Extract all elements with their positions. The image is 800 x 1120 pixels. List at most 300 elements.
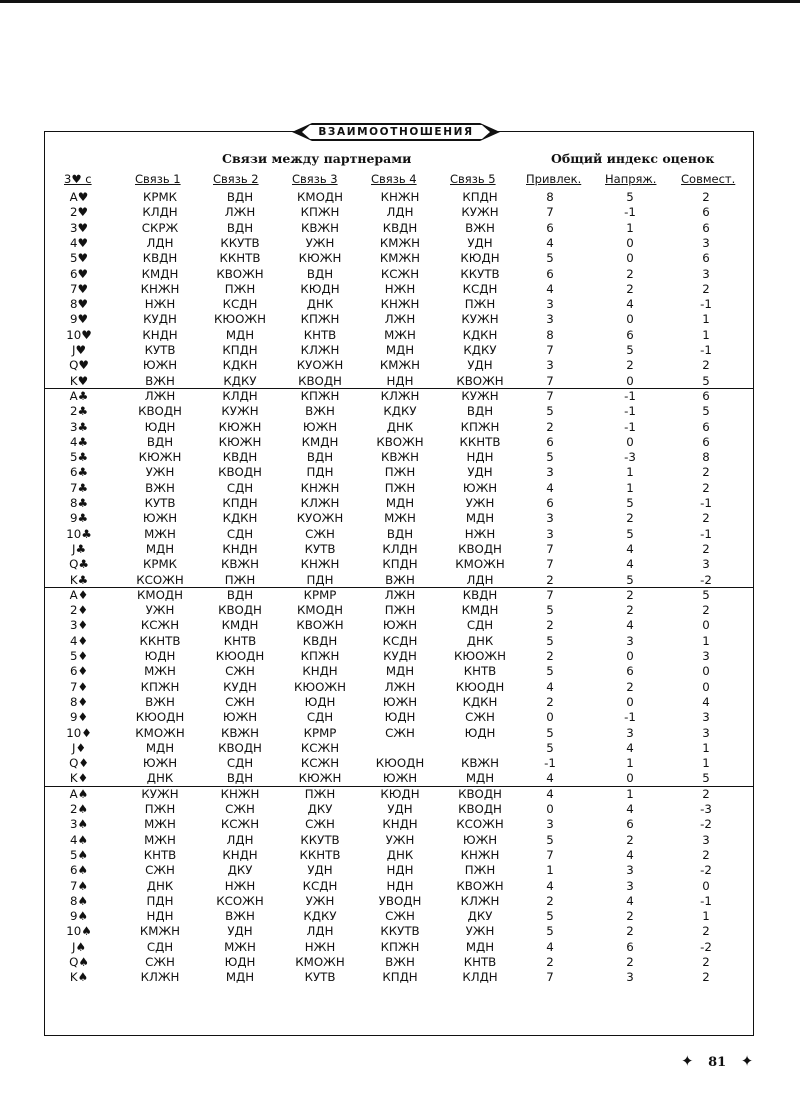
cell-link-1: КЮЖН bbox=[138, 450, 182, 465]
cell-link-4: КМЖН bbox=[379, 251, 421, 266]
cell-card: 2♥ bbox=[69, 205, 89, 220]
cell-attraction: 5 bbox=[546, 725, 554, 740]
cell-link-1: СДН bbox=[146, 939, 174, 954]
cell-compatibility: 0 bbox=[702, 679, 710, 694]
cell-link-5: ЛДН bbox=[466, 572, 494, 587]
cell-compatibility: 2 bbox=[702, 970, 710, 985]
cell-link-1: КЛДН bbox=[142, 205, 178, 220]
cell-attraction: 4 bbox=[546, 939, 554, 954]
cell-link-1: ПДН bbox=[146, 893, 174, 908]
cell-tension: 5 bbox=[626, 572, 634, 587]
cell-link-1: МЖН bbox=[144, 664, 176, 679]
table-row bbox=[44, 695, 754, 710]
cell-link-5: КЮОДН bbox=[455, 679, 505, 694]
cell-attraction: 3 bbox=[546, 297, 554, 312]
cell-link-5: КСОЖН bbox=[456, 817, 504, 832]
cell-link-3: КМОДН bbox=[297, 603, 343, 618]
cell-link-1: ДНК bbox=[146, 771, 174, 786]
cell-link-3: КВЖН bbox=[300, 220, 340, 235]
cell-link-2: ПЖН bbox=[224, 572, 256, 587]
table-row bbox=[44, 618, 754, 633]
cell-link-5: КВОЖН bbox=[456, 373, 504, 388]
cell-compatibility: 3 bbox=[702, 235, 710, 250]
cell-tension: 2 bbox=[626, 511, 634, 526]
cell-attraction: 4 bbox=[546, 786, 554, 801]
cell-link-4: ЮДН bbox=[384, 710, 416, 725]
cell-link-3: КПЖН bbox=[300, 205, 340, 220]
cell-tension: 1 bbox=[626, 480, 634, 495]
cell-tension: 2 bbox=[626, 679, 634, 694]
table-row bbox=[44, 221, 754, 236]
cell-compatibility: 1 bbox=[702, 327, 710, 342]
cell-link-1: ЮЖН bbox=[142, 358, 178, 373]
cell-link-2: КНДН bbox=[222, 847, 258, 862]
cell-link-3: КРМР bbox=[303, 725, 337, 740]
cell-attraction: 0 bbox=[546, 710, 554, 725]
cell-link-2: КУЖН bbox=[221, 404, 259, 419]
cell-card: 5♥ bbox=[69, 251, 89, 266]
cell-link-1: ВЖН bbox=[145, 694, 175, 709]
cell-card: 9♣ bbox=[69, 511, 89, 526]
cell-attraction: 5 bbox=[546, 404, 554, 419]
cell-link-3: КУТВ bbox=[304, 541, 336, 556]
cell-link-4: НДН bbox=[386, 373, 414, 388]
cell-compatibility: -2 bbox=[700, 939, 712, 954]
cell-link-3: ККУТВ bbox=[300, 832, 340, 847]
column-header-compatibility: Совмест. bbox=[681, 172, 736, 186]
cell-link-1: КЛЖН bbox=[140, 970, 180, 985]
column-header-link-5: Связь 5 bbox=[450, 172, 496, 186]
cell-compatibility: -2 bbox=[700, 817, 712, 832]
cell-compatibility: 3 bbox=[702, 557, 710, 572]
cell-link-2: КВЖН bbox=[220, 725, 260, 740]
cell-attraction: 4 bbox=[546, 679, 554, 694]
cell-link-2: ККУТВ bbox=[220, 235, 260, 250]
cell-link-2: КЛДН bbox=[222, 388, 258, 403]
cell-tension: -1 bbox=[624, 710, 636, 725]
cell-attraction: 4 bbox=[546, 878, 554, 893]
cell-attraction: 4 bbox=[546, 480, 554, 495]
cell-link-5: ЮДН bbox=[464, 725, 496, 740]
cell-link-4: ДНК bbox=[386, 419, 414, 434]
cell-compatibility: 3 bbox=[702, 710, 710, 725]
cell-compatibility: 3 bbox=[702, 649, 710, 663]
cell-link-3: ВДН bbox=[306, 450, 334, 465]
cell-link-2: КМДН bbox=[221, 618, 259, 633]
cell-link-4: ВДН bbox=[386, 526, 414, 541]
cell-attraction: 6 bbox=[546, 266, 554, 281]
cell-link-2: НЖН bbox=[224, 878, 256, 893]
cell-link-1: ЮЖН bbox=[142, 756, 178, 771]
cell-tension: 2 bbox=[626, 832, 634, 847]
cell-tension: 2 bbox=[626, 603, 634, 618]
cell-link-3: КСЖН bbox=[300, 740, 340, 755]
cell-link-1: ЮДН bbox=[144, 419, 176, 434]
cell-link-2: КСОЖН bbox=[216, 893, 264, 908]
cell-link-4: КЛДН bbox=[382, 541, 418, 556]
cell-compatibility: 2 bbox=[702, 786, 710, 801]
cell-compatibility: 6 bbox=[702, 419, 710, 434]
cell-attraction: 3 bbox=[546, 817, 554, 832]
cell-link-1: ККНТВ bbox=[139, 633, 181, 648]
cell-link-4: КПЖН bbox=[380, 939, 420, 954]
cell-link-4: УВОДН bbox=[378, 893, 422, 908]
cell-link-2: КНЖН bbox=[220, 786, 260, 801]
cell-link-4: НЖН bbox=[384, 281, 416, 296]
cell-link-2: КЮОДН bbox=[215, 649, 265, 663]
cell-link-1: КВОДН bbox=[138, 404, 182, 419]
cell-link-5: КДКУ bbox=[463, 343, 497, 357]
cell-link-5: СДН bbox=[466, 618, 494, 633]
cell-attraction: 2 bbox=[546, 955, 554, 969]
cell-link-3: КСДН bbox=[302, 878, 338, 893]
cell-tension: 0 bbox=[626, 235, 634, 250]
cell-tension: 0 bbox=[626, 434, 634, 449]
cell-link-1: МЖН bbox=[144, 817, 176, 832]
cell-link-2: СДН bbox=[226, 480, 254, 495]
cell-link-2: КПДН bbox=[222, 343, 258, 357]
cell-link-4: КМЖН bbox=[379, 235, 421, 250]
group-header-links: Связи между партнерами bbox=[222, 151, 412, 166]
cell-link-1: КУТВ bbox=[144, 496, 176, 510]
cell-link-3: КУТВ bbox=[304, 970, 336, 985]
cell-compatibility: 0 bbox=[702, 664, 710, 679]
cell-card: 4♥ bbox=[69, 235, 89, 250]
cell-link-1: ЮДН bbox=[144, 649, 176, 663]
table-row bbox=[44, 649, 754, 664]
cell-tension: 4 bbox=[626, 541, 634, 556]
cell-link-5: КЛЖН bbox=[460, 893, 500, 908]
cell-link-5: КНТВ bbox=[463, 664, 497, 679]
cell-link-4: ЛЖН bbox=[384, 312, 416, 327]
cell-link-2: КДКН bbox=[222, 511, 258, 526]
cell-link-4: КЮОДН bbox=[375, 756, 425, 771]
cell-card: 2♣ bbox=[69, 404, 89, 419]
cell-link-3: УЖН bbox=[305, 893, 335, 908]
cell-link-1: СКРЖ bbox=[141, 220, 179, 235]
cell-link-2: КВОДН bbox=[218, 465, 262, 480]
cell-link-3: ЮЖН bbox=[302, 419, 338, 434]
table-row bbox=[44, 588, 754, 603]
table-row bbox=[44, 726, 754, 741]
cell-link-2: ВЖН bbox=[225, 909, 255, 924]
cell-link-3: КНДН bbox=[302, 664, 338, 679]
cell-link-4: ЛДН bbox=[386, 205, 414, 220]
cell-attraction: 7 bbox=[546, 388, 554, 403]
cell-attraction: 4 bbox=[546, 771, 554, 786]
cell-attraction: 2 bbox=[546, 893, 554, 908]
page-number: 81 bbox=[708, 1055, 727, 1070]
table-row bbox=[44, 664, 754, 679]
table-row bbox=[44, 863, 754, 878]
cell-card: Q♠ bbox=[69, 955, 89, 969]
cell-tension: -1 bbox=[624, 419, 636, 434]
cell-link-4: ЮЖН bbox=[382, 694, 418, 709]
cell-tension: 3 bbox=[626, 970, 634, 985]
section-banner bbox=[290, 121, 502, 143]
cell-compatibility: 5 bbox=[702, 587, 710, 602]
cell-link-2: КДКУ bbox=[223, 373, 257, 388]
column-header-tension: Напряж. bbox=[605, 172, 657, 186]
group-header-index: Общий индекс оценок bbox=[551, 151, 715, 166]
column-header-link-4: Связь 4 bbox=[371, 172, 417, 186]
cell-link-3: УДН bbox=[307, 863, 333, 878]
cell-link-3: КМОЖН bbox=[295, 955, 345, 969]
cell-tension: 2 bbox=[626, 587, 634, 602]
cell-link-3: КЛЖН bbox=[300, 343, 340, 357]
cell-attraction: 5 bbox=[546, 251, 554, 266]
table-row bbox=[44, 450, 754, 465]
cell-attraction: 4 bbox=[546, 281, 554, 296]
cell-link-4: КДКУ bbox=[383, 404, 417, 419]
cell-link-2: СЖН bbox=[225, 694, 255, 709]
cell-compatibility: 1 bbox=[702, 909, 710, 924]
cell-compatibility: 6 bbox=[702, 388, 710, 403]
cell-link-3: КМОДН bbox=[297, 190, 343, 204]
cell-attraction: 4 bbox=[546, 235, 554, 250]
cell-link-1: КСЖН bbox=[140, 618, 180, 633]
cell-tension: 2 bbox=[626, 358, 634, 373]
cell-link-1: СЖН bbox=[145, 863, 175, 878]
table-row bbox=[44, 680, 754, 695]
cell-compatibility: 1 bbox=[702, 633, 710, 648]
cell-card: 3♥ bbox=[69, 220, 89, 235]
cell-link-1: КЮОДН bbox=[135, 710, 185, 725]
cell-link-2: КВДН bbox=[222, 450, 258, 465]
cell-link-2: ВДН bbox=[226, 587, 254, 602]
cell-link-4: ПЖН bbox=[384, 603, 416, 618]
cell-tension: 1 bbox=[626, 786, 634, 801]
cell-link-1: КВДН bbox=[142, 251, 178, 266]
cell-link-2: СЖН bbox=[225, 664, 255, 679]
table-row bbox=[44, 297, 754, 312]
cell-card: 8♦ bbox=[69, 694, 89, 709]
cell-card: A♦ bbox=[69, 587, 89, 602]
cell-attraction: 5 bbox=[546, 603, 554, 618]
cell-link-3: КПЖН bbox=[300, 312, 340, 327]
cell-card: 6♠ bbox=[69, 863, 89, 878]
cell-compatibility: -2 bbox=[700, 572, 712, 587]
cell-card: 8♣ bbox=[69, 496, 89, 510]
cell-attraction: 3 bbox=[546, 511, 554, 526]
cell-link-3: НЖН bbox=[304, 939, 336, 954]
cell-attraction: 7 bbox=[546, 557, 554, 572]
cell-link-5: КНЖН bbox=[460, 847, 500, 862]
cell-link-3: ВДН bbox=[306, 266, 334, 281]
cell-link-5: СЖН bbox=[465, 710, 495, 725]
cell-card: 6♣ bbox=[69, 465, 89, 480]
cell-link-5: ДНК bbox=[466, 633, 494, 648]
cell-link-4: НДН bbox=[386, 878, 414, 893]
cell-link-2: СДН bbox=[226, 756, 254, 771]
cell-tension: 0 bbox=[626, 251, 634, 266]
cell-link-2: ЮЖН bbox=[222, 710, 258, 725]
cell-tension: -1 bbox=[624, 205, 636, 220]
cell-tension: 3 bbox=[626, 633, 634, 648]
cell-tension: 4 bbox=[626, 893, 634, 908]
cell-attraction: 7 bbox=[546, 205, 554, 220]
cell-link-4: КПДН bbox=[382, 557, 418, 572]
cell-link-1: ВЖН bbox=[145, 480, 175, 495]
cell-tension: 0 bbox=[626, 694, 634, 709]
cell-tension: 4 bbox=[626, 618, 634, 633]
cell-card: A♠ bbox=[69, 786, 89, 801]
cell-link-5: КВОДН bbox=[458, 786, 502, 801]
cell-card: 7♦ bbox=[69, 679, 89, 694]
cell-link-2: ВДН bbox=[226, 771, 254, 786]
cell-link-3: ПДН bbox=[306, 465, 334, 480]
cell-link-2: КВЖН bbox=[220, 557, 260, 572]
cell-compatibility: 6 bbox=[702, 251, 710, 266]
table-row bbox=[44, 282, 754, 297]
cell-link-1: КНТВ bbox=[143, 847, 177, 862]
cell-tension: 0 bbox=[626, 771, 634, 786]
cell-attraction: 7 bbox=[546, 847, 554, 862]
cell-card: A♥ bbox=[69, 190, 89, 204]
cell-link-2: МЖН bbox=[224, 939, 256, 954]
cell-compatibility: 8 bbox=[702, 450, 710, 465]
cell-attraction: 5 bbox=[546, 832, 554, 847]
cell-link-3: КЮЖН bbox=[298, 771, 342, 786]
cell-link-4: ЮЖН bbox=[382, 618, 418, 633]
cell-link-5: КДКН bbox=[462, 694, 498, 709]
cell-link-5: КУЖН bbox=[461, 205, 499, 220]
table-row bbox=[44, 343, 754, 358]
cell-tension: 6 bbox=[626, 817, 634, 832]
cell-card: J♣ bbox=[71, 541, 87, 556]
cell-link-3: КДКУ bbox=[303, 909, 337, 924]
table-row bbox=[44, 970, 754, 985]
cell-link-1: КНДН bbox=[142, 327, 178, 342]
cell-compatibility: 4 bbox=[702, 694, 710, 709]
cell-link-1: ДНК bbox=[146, 878, 174, 893]
table-row bbox=[44, 634, 754, 649]
table-row bbox=[44, 420, 754, 435]
cell-link-4: КЛЖН bbox=[380, 388, 420, 403]
cell-link-1: УЖН bbox=[145, 603, 175, 618]
cell-link-1: КМОДН bbox=[137, 587, 183, 602]
table-row bbox=[44, 833, 754, 848]
cell-tension: -1 bbox=[624, 404, 636, 419]
cell-tension: 2 bbox=[626, 955, 634, 969]
table-row bbox=[44, 404, 754, 419]
cell-link-5: КУЖН bbox=[461, 388, 499, 403]
cell-link-2: КПДН bbox=[222, 496, 258, 510]
cell-attraction: 8 bbox=[546, 327, 554, 342]
cell-card: 7♣ bbox=[69, 480, 89, 495]
cell-link-2: КНТВ bbox=[223, 633, 257, 648]
cell-link-3: КНЖН bbox=[300, 480, 340, 495]
cell-card: 9♠ bbox=[69, 909, 89, 924]
cell-link-3: УЖН bbox=[305, 235, 335, 250]
cell-card: 9♦ bbox=[69, 710, 89, 725]
cell-link-1: КПЖН bbox=[140, 679, 180, 694]
cell-link-5: МДН bbox=[465, 771, 495, 786]
table-row bbox=[44, 879, 754, 894]
cell-card: A♣ bbox=[69, 388, 89, 403]
cell-compatibility: 2 bbox=[702, 281, 710, 296]
cell-link-5: ДКУ bbox=[467, 909, 493, 924]
cell-link-1: КСОЖН bbox=[136, 572, 184, 587]
section-title: ВЗАИМООТНОШЕНИЯ bbox=[318, 126, 474, 138]
cell-card: 3♠ bbox=[69, 817, 89, 832]
cell-link-4: КВДН bbox=[382, 220, 418, 235]
cell-attraction: 2 bbox=[546, 419, 554, 434]
table-row bbox=[44, 710, 754, 725]
cell-compatibility: 5 bbox=[702, 373, 710, 388]
cell-link-4: КМЖН bbox=[379, 358, 421, 373]
table-row bbox=[44, 435, 754, 450]
cell-tension: 2 bbox=[626, 266, 634, 281]
cell-link-3: ПДН bbox=[306, 572, 334, 587]
cell-compatibility: 0 bbox=[702, 618, 710, 633]
cell-link-5: КМДН bbox=[461, 603, 499, 618]
cell-link-2: КСЖН bbox=[220, 817, 260, 832]
cell-compatibility: 0 bbox=[702, 878, 710, 893]
cell-link-5: ЮЖН bbox=[462, 832, 498, 847]
cell-link-1: КНЖН bbox=[140, 281, 180, 296]
cell-compatibility: 5 bbox=[702, 771, 710, 786]
cell-link-5: МДН bbox=[465, 511, 495, 526]
cell-link-2: КУДН bbox=[223, 679, 257, 694]
cell-compatibility: 2 bbox=[702, 480, 710, 495]
cell-link-5: КВДН bbox=[462, 587, 498, 602]
table-row bbox=[44, 527, 754, 542]
table-row bbox=[44, 374, 754, 389]
cell-compatibility: 1 bbox=[702, 740, 710, 755]
cell-link-1: МДН bbox=[145, 541, 175, 556]
cell-link-2: ЛЖН bbox=[224, 205, 256, 220]
cell-link-4: НДН bbox=[386, 863, 414, 878]
cell-link-5: КПДН bbox=[462, 190, 498, 204]
cell-card: 8♠ bbox=[69, 893, 89, 908]
cell-link-5: КВОЖН bbox=[456, 878, 504, 893]
cell-link-3: СЖН bbox=[305, 526, 335, 541]
cell-link-1: КУТВ bbox=[144, 343, 176, 357]
table-row bbox=[44, 955, 754, 970]
table-row bbox=[44, 940, 754, 955]
cell-link-4: КСЖН bbox=[380, 266, 420, 281]
cell-link-3: КПЖН bbox=[300, 649, 340, 663]
cell-link-3: КНЖН bbox=[300, 557, 340, 572]
cell-link-3: КЮОЖН bbox=[294, 679, 346, 694]
cell-compatibility: 1 bbox=[702, 312, 710, 327]
cell-link-5: МДН bbox=[465, 939, 495, 954]
cell-card: 6♥ bbox=[69, 266, 89, 281]
cell-compatibility: 2 bbox=[702, 955, 710, 969]
cell-tension: 2 bbox=[626, 924, 634, 939]
cell-compatibility: 3 bbox=[702, 266, 710, 281]
diamond-ornament-icon: ✦ bbox=[740, 1052, 754, 1070]
cell-link-3: ВЖН bbox=[305, 404, 335, 419]
diamond-ornament-icon: ✦ bbox=[681, 1052, 694, 1070]
cell-link-2: ЛДН bbox=[226, 832, 254, 847]
cell-tension: 5 bbox=[626, 526, 634, 541]
cell-link-3: КУОЖН bbox=[296, 358, 344, 373]
cell-tension: 0 bbox=[626, 649, 634, 663]
cell-tension: 4 bbox=[626, 847, 634, 862]
cell-tension: 2 bbox=[626, 909, 634, 924]
cell-link-5: КЮОЖН bbox=[454, 649, 506, 663]
cell-link-3: КВОДН bbox=[298, 373, 342, 388]
column-header-link-3: Связь 3 bbox=[292, 172, 338, 186]
cell-link-1: УЖН bbox=[145, 465, 175, 480]
cell-compatibility: -1 bbox=[700, 496, 712, 510]
cell-tension: 5 bbox=[626, 343, 634, 357]
cell-link-4: МДН bbox=[385, 664, 415, 679]
cell-link-4: ДНК bbox=[386, 847, 414, 862]
cell-link-4: КНДН bbox=[382, 817, 418, 832]
